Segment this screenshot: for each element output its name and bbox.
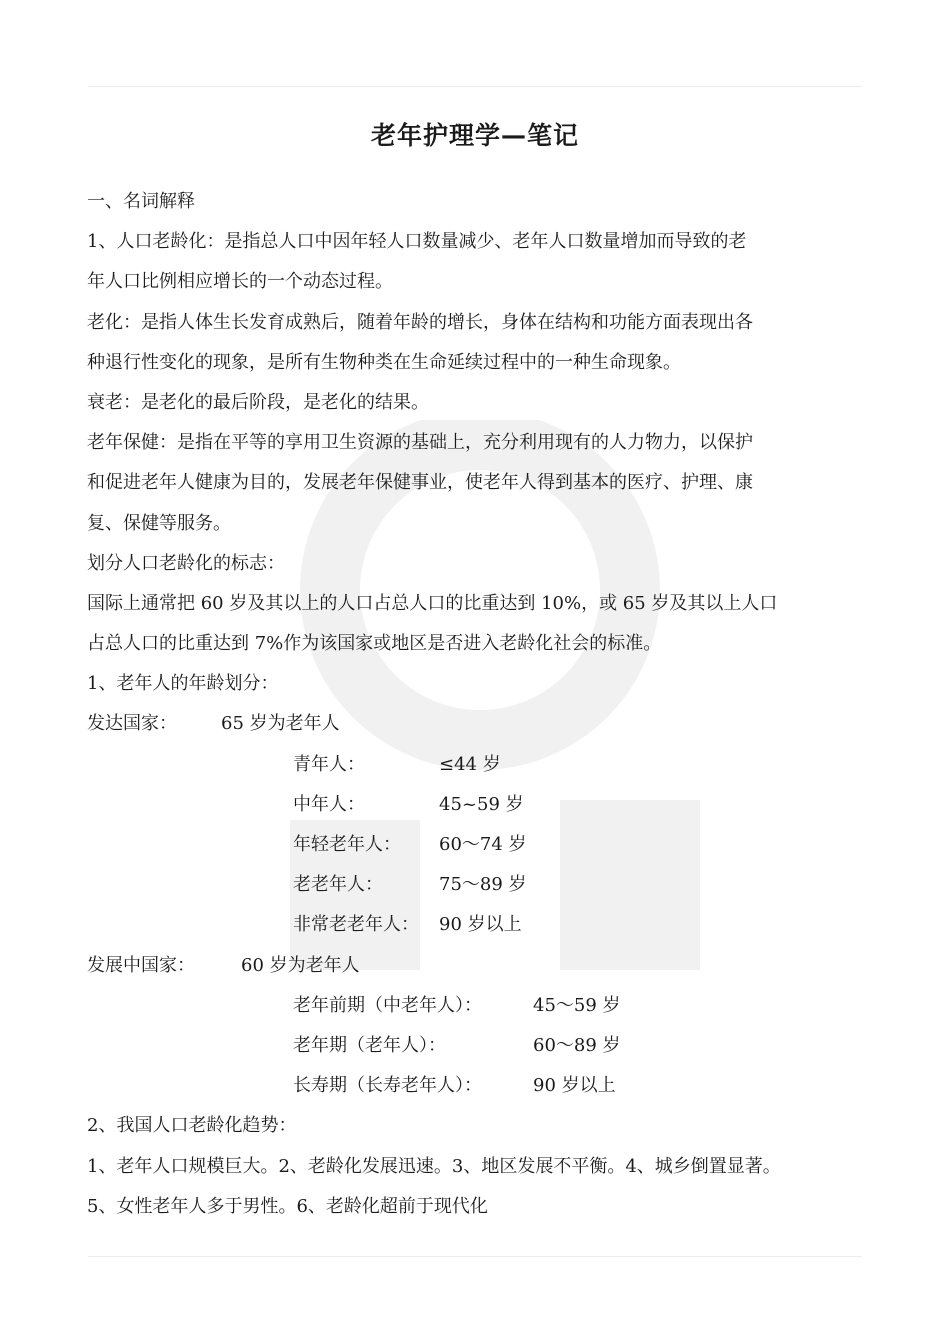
age-period-row [87,986,887,1026]
developing-value: 60 岁为老年人 [241,954,360,976]
paragraph-line: 衰老：是老化的最后阶段，是老化的结果。 [87,391,429,413]
paragraph-line: 国际上通常把 60 岁及其以上的人口占总人口的比重达到 10%，或 65 岁及其以上人口 [87,592,778,614]
developed-country-row [87,704,887,744]
paragraph-line: 占总人口的比重达到 7%作为该国家或地区是否进入老龄化社会的标准。 [87,633,662,655]
age-group-row [87,825,887,865]
age-group-name: 年轻老年人： [293,834,401,855]
age-group-row [87,745,887,785]
age-group-range: ≤44 岁 [439,753,501,775]
trend-line: 5、女性老年人多于男性。6、老龄化超前于现代化 [87,1195,488,1217]
age-group-range: 90 岁以上 [439,914,522,936]
age-group-range: 45~59 岁 [439,793,524,815]
paragraph-line: 和促进老年人健康为目的，发展老年保健事业，使老年人得到基本的医疗、护理、康 [87,472,753,494]
top-divider [88,86,862,87]
document-body [87,182,887,1227]
age-group-range: 60～74 岁 [439,834,527,855]
paragraph-line: 复、保健等服务。 [87,512,231,534]
age-period-range: 45～59 岁 [533,994,621,1016]
age-group-range: 75～89 岁 [439,874,527,896]
age-group-row [87,785,887,825]
age-group-row [87,905,887,945]
age-period-range: 90 岁以上 [533,1075,616,1097]
age-group-row [87,865,887,905]
paragraph-line: 划分人口老龄化的标志： [87,552,285,574]
developed-value: 65 岁为老年人 [221,713,340,735]
age-period-name: 老年前期（中老年人）： [293,994,482,1016]
bottom-divider [88,1256,862,1257]
age-period-range: 60～89 岁 [533,1034,621,1056]
trend-line: 1、老年人口规模巨大。2、老龄化发展迅速。3、地区发展不平衡。4、城乡倒置显著。 [87,1155,781,1177]
paragraph-line: 1、人口老龄化：是指总人口中因年轻人口数量减少、老年人口数量增加而导致的老 [87,231,747,253]
paragraph-line: 种退行性变化的现象，是所有生物种类在生命延续过程中的一种生命现象。 [87,351,681,373]
paragraph-line: 老化：是指人体生长发育成熟后，随着年龄的增长，身体在结构和功能方面表现出各 [87,311,753,333]
paragraph-line: 老年保健：是指在平等的享用卫生资源的基础上，充分利用现有的人力物力，以保护 [87,432,753,454]
developing-country-row [87,946,887,986]
page-title: 老年护理学—笔记 [370,121,579,150]
age-period-row [87,1026,887,1066]
section-heading: 一、名词解释 [87,191,195,212]
developed-label: 发达国家： [87,713,177,735]
paragraph-line: 1、老年人的年龄划分： [87,673,279,695]
age-period-name: 老年期（老年人）： [293,1034,446,1056]
paragraph-line: 年人口比例相应增长的一个动态过程。 [87,271,393,293]
section-heading: 2、我国人口老龄化趋势： [87,1115,297,1137]
age-group-name: 老老年人： [293,874,383,896]
age-period-row [87,1066,887,1106]
age-group-name: 非常老老年人： [293,914,419,936]
developing-label: 发展中国家： [87,954,195,976]
age-period-name: 长寿期（长寿老年人）： [293,1075,482,1097]
age-group-name: 中年人： [293,793,365,815]
age-group-name: 青年人： [293,753,365,775]
